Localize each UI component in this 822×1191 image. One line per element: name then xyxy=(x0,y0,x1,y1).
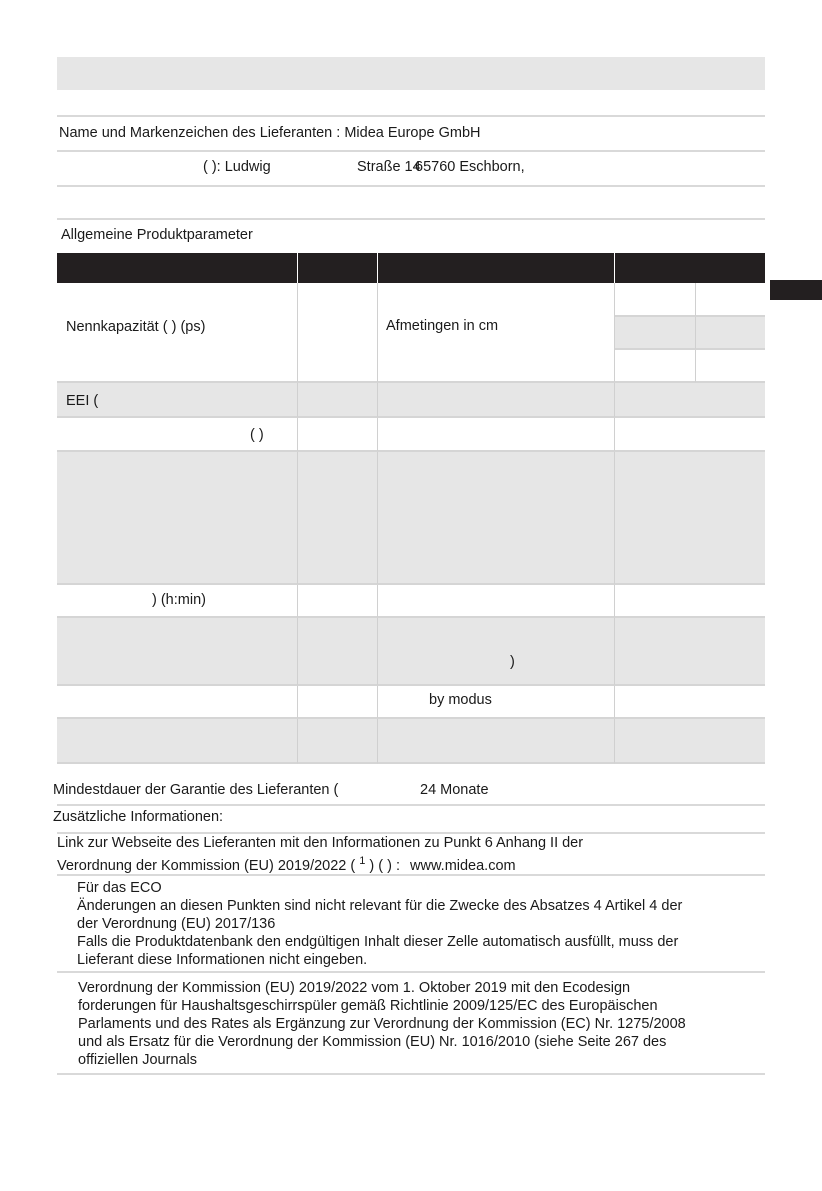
table-cell xyxy=(298,283,378,383)
note-line: Für das ECO xyxy=(77,880,162,896)
footnote-line: offiziellen Journals xyxy=(78,1052,198,1068)
additional-info-label: Zusätzliche Informationen: xyxy=(53,809,224,825)
divider xyxy=(57,150,765,152)
supplier-address-3: 65760 Eschborn, xyxy=(415,159,525,175)
table-cell xyxy=(615,317,696,350)
note-line: Änderungen an diesen Punkten sind nicht relevant für die Zwecke des Absatzes 4 Artikel 4 der xyxy=(77,898,683,914)
param-eei: EEI ( xyxy=(66,393,99,409)
link-line-1: Link zur Webseite des Lieferanten mit den Informationen zu Punkt 6 Anhang II der xyxy=(57,835,584,851)
link-line-2 xyxy=(57,852,516,875)
warranty-label: Mindestdauer der Garantie des Lieferanten ( xyxy=(53,782,339,798)
table-cell xyxy=(57,618,298,686)
table-cell xyxy=(298,418,378,452)
section-title: Allgemeine Produktparameter xyxy=(61,227,253,243)
link-prefix: Verordnung der Kommission (EU) 2019/2022 ( xyxy=(57,857,356,874)
title-bar xyxy=(57,57,765,90)
footnote-line: und als Ersatz für die Verordnung der Kommission (EU) Nr. 1016/2010 (siehe Seite 267 des xyxy=(78,1034,667,1050)
table-cell xyxy=(696,350,765,383)
table-cell xyxy=(57,686,298,719)
table-cell xyxy=(615,585,765,618)
note-line: Lieferant diese Informationen nicht eingeben. xyxy=(77,952,368,968)
table-cell xyxy=(57,719,298,764)
footnote-line: Parlaments und des Rates als Ergänzung zur Verordnung der Kommission (EC) Nr. 1275/2008 xyxy=(78,1016,686,1032)
divider xyxy=(57,115,765,117)
supplier-website-link[interactable]: www.midea.com xyxy=(410,857,516,874)
table-cell xyxy=(378,452,615,585)
link-suffix: ) ( ) : xyxy=(369,857,401,874)
divider xyxy=(57,1073,765,1075)
note-line: Falls die Produktdatenbank den endgültigen Inhalt dieser Zelle automatisch ausfüllt, muss der xyxy=(77,934,679,950)
table-cell xyxy=(615,618,765,686)
table-cell xyxy=(615,383,765,418)
table-header-cell xyxy=(615,253,765,283)
param-row3: ( ) xyxy=(250,427,264,443)
table-cell xyxy=(696,283,765,317)
divider xyxy=(57,874,765,876)
table-header-cell xyxy=(298,253,378,283)
table-cell xyxy=(298,452,378,585)
table-cell xyxy=(615,418,765,452)
table-cell xyxy=(57,452,298,585)
param-standby: by modus xyxy=(429,692,492,708)
note-line: der Verordnung (EU) 2017/136 xyxy=(77,916,276,932)
notes-block xyxy=(77,879,682,969)
footnote-block xyxy=(78,979,686,1069)
divider xyxy=(57,218,765,220)
table-cell xyxy=(378,686,615,719)
param-rated-capacity: Nennkapazität ( ) (ps) xyxy=(66,319,206,335)
divider xyxy=(57,185,765,187)
table-cell xyxy=(378,618,615,686)
table-cell xyxy=(615,350,696,383)
table-cell xyxy=(615,452,765,585)
table-cell xyxy=(298,618,378,686)
table-cell xyxy=(615,719,765,764)
warranty-value: 24 Monate xyxy=(420,782,489,798)
table-cell xyxy=(378,719,615,764)
table-cell xyxy=(298,686,378,719)
table-cell xyxy=(298,383,378,418)
param-duration: ) (h:min) xyxy=(152,592,206,608)
table-cell xyxy=(615,686,765,719)
table-cell xyxy=(615,283,696,317)
divider xyxy=(57,804,765,806)
table-header-cell xyxy=(378,253,615,283)
param-row6: ) xyxy=(510,654,515,670)
table-cell xyxy=(378,383,615,418)
param-dimensions: Afmetingen in cm xyxy=(386,318,499,334)
table-cell xyxy=(696,317,765,350)
table-cell xyxy=(298,719,378,764)
divider xyxy=(57,971,765,973)
table-cell xyxy=(378,585,615,618)
supplier-name: Name und Markenzeichen des Lieferanten : Midea Europe GmbH xyxy=(59,125,481,141)
page-tab-marker xyxy=(770,280,822,300)
footnote-line: Verordnung der Kommission (EU) 2019/2022 vom 1. Oktober 2019 mit den Ecodesign xyxy=(78,980,631,996)
table-header-cell xyxy=(57,253,298,283)
table-cell xyxy=(298,585,378,618)
footnote-line: forderungen für Haushaltsgeschirrspüler gemäß Richtlinie 2009/125/EC des Europäischen xyxy=(78,998,658,1014)
supplier-address-1: ( ): Ludwig xyxy=(203,159,271,175)
footnote-ref: 1 xyxy=(359,855,366,867)
supplier-address-2: Straße 14 xyxy=(357,159,421,175)
table-cell xyxy=(378,418,615,452)
